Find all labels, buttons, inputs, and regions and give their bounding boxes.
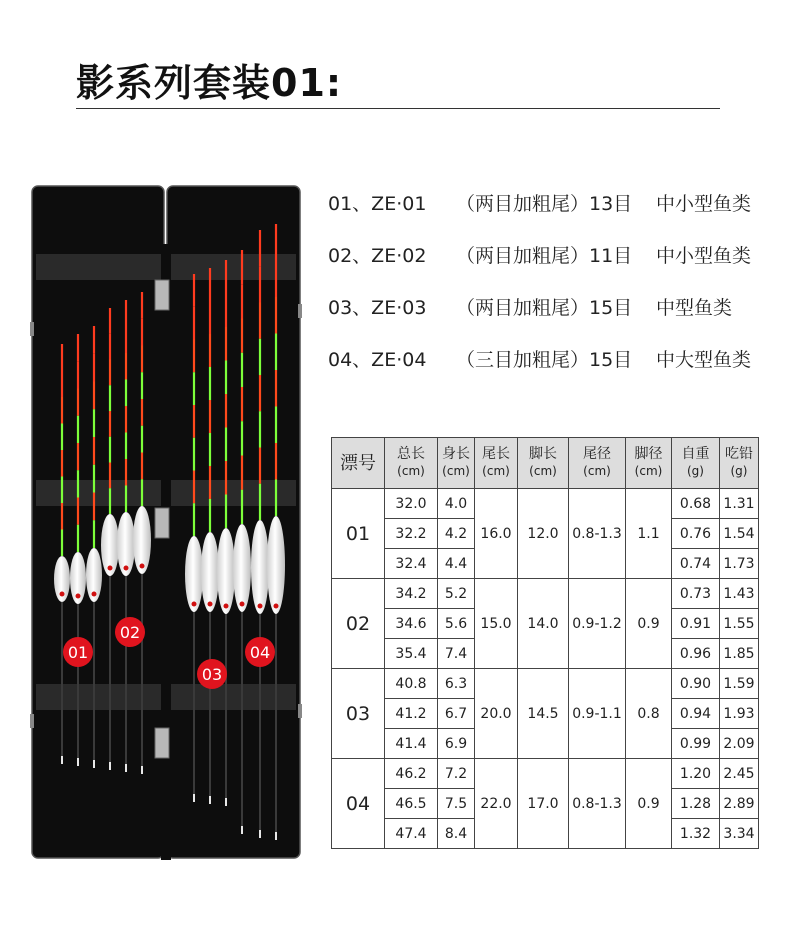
cell-total: 32.2	[385, 519, 438, 549]
cell-total: 32.4	[385, 549, 438, 579]
header-body-length: 身长 (cm)	[438, 438, 475, 489]
cell-lead: 1.43	[720, 579, 759, 609]
cell-weight: 0.90	[672, 669, 720, 699]
cell-total: 40.8	[385, 669, 438, 699]
cell-body: 8.4	[438, 819, 475, 849]
cell-weight: 1.28	[672, 789, 720, 819]
header-foot-length: 脚长 (cm)	[518, 438, 569, 489]
spec-fish: 中型鱼类	[656, 296, 733, 319]
float-mark	[224, 604, 229, 609]
cell-body: 6.9	[438, 729, 475, 759]
float-mark	[76, 594, 81, 599]
cell-foot-diameter: 0.8	[626, 669, 672, 759]
float-body	[185, 536, 203, 612]
cell-lead: 2.09	[720, 729, 759, 759]
spec-code: 03、ZE·03	[328, 296, 427, 319]
cell-total: 47.4	[385, 819, 438, 849]
spec-fish: 中大型鱼类	[656, 348, 752, 371]
table-row	[332, 489, 759, 519]
spec-desc: （两目加粗尾）13目	[456, 192, 633, 215]
header-weight: 自重 (g)	[672, 438, 720, 489]
cell-lead: 2.89	[720, 789, 759, 819]
cell-lead: 3.34	[720, 819, 759, 849]
float-mark	[92, 592, 97, 597]
cell-body: 7.4	[438, 639, 475, 669]
cell-weight: 0.76	[672, 519, 720, 549]
spec-desc: （三目加粗尾）15目	[456, 348, 633, 371]
float-mark	[258, 604, 263, 609]
table-row	[332, 759, 759, 789]
cell-weight: 0.96	[672, 639, 720, 669]
header-float-no: 漂号	[332, 438, 385, 489]
header-lead: 吃铅 (g)	[720, 438, 759, 489]
float-mark	[240, 602, 245, 607]
cell-float-no: 01	[332, 489, 385, 579]
cell-float-no: 03	[332, 669, 385, 759]
spec-desc: （两目加粗尾）15目	[456, 296, 633, 319]
title-divider	[76, 108, 720, 109]
cell-tail-length: 22.0	[475, 759, 518, 849]
table-row	[332, 579, 759, 609]
table-header-row	[332, 438, 759, 489]
hinge	[155, 280, 169, 310]
cell-body: 4.4	[438, 549, 475, 579]
cell-total: 41.2	[385, 699, 438, 729]
cell-tail-diameter: 0.9-1.1	[569, 669, 626, 759]
spec-desc: （两目加粗尾）11目	[456, 244, 633, 267]
svg-text:02: 02	[119, 623, 141, 642]
cell-lead: 1.59	[720, 669, 759, 699]
float-body	[251, 520, 269, 614]
cell-total: 41.4	[385, 729, 438, 759]
cell-body: 7.5	[438, 789, 475, 819]
float-body	[217, 528, 235, 614]
float-body	[233, 524, 251, 612]
spec-code: 01、ZE·01	[328, 192, 427, 215]
cell-weight: 0.99	[672, 729, 720, 759]
spec-code: 04、ZE·04	[328, 348, 427, 371]
spec-item	[328, 332, 778, 384]
cell-weight: 0.94	[672, 699, 720, 729]
cell-weight: 0.91	[672, 609, 720, 639]
cell-foot-length: 14.0	[518, 579, 569, 669]
spec-item	[328, 228, 778, 280]
cell-body: 6.7	[438, 699, 475, 729]
svg-text:01: 01	[67, 643, 89, 662]
cell-tail-diameter: 0.9-1.2	[569, 579, 626, 669]
cell-body: 6.3	[438, 669, 475, 699]
float-body	[201, 532, 219, 612]
cell-lead: 1.54	[720, 519, 759, 549]
float-body	[267, 516, 285, 614]
header-tail-length: 尾长 (cm)	[475, 438, 518, 489]
spec-table	[331, 437, 759, 849]
header-tail-diameter: 尾径 (cm)	[569, 438, 626, 489]
cell-foot-length: 14.5	[518, 669, 569, 759]
cell-tail-diameter: 0.8-1.3	[569, 489, 626, 579]
cell-foot-diameter: 1.1	[626, 489, 672, 579]
float-label-04	[245, 637, 275, 667]
cell-lead: 1.93	[720, 699, 759, 729]
cell-body: 5.2	[438, 579, 475, 609]
cell-float-no: 04	[332, 759, 385, 849]
float-label-02	[115, 617, 145, 647]
spec-item	[328, 280, 778, 332]
svg-text:04: 04	[249, 643, 271, 662]
cell-body: 4.0	[438, 489, 475, 519]
cell-body: 5.6	[438, 609, 475, 639]
spec-item	[328, 176, 778, 228]
cell-foot-diameter: 0.9	[626, 579, 672, 669]
cell-total: 35.4	[385, 639, 438, 669]
cell-total: 32.0	[385, 489, 438, 519]
header-foot-diameter: 脚径 (cm)	[626, 438, 672, 489]
cell-float-no: 02	[332, 579, 385, 669]
float-mark	[140, 564, 145, 569]
cell-tail-diameter: 0.8-1.3	[569, 759, 626, 849]
cell-weight: 1.20	[672, 759, 720, 789]
spec-fish: 中小型鱼类	[656, 244, 752, 267]
cell-total: 34.6	[385, 609, 438, 639]
cell-body: 7.2	[438, 759, 475, 789]
cell-total: 34.2	[385, 579, 438, 609]
spec-code: 02、ZE·02	[328, 244, 427, 267]
float-mark	[124, 566, 129, 571]
table-row	[332, 669, 759, 699]
hinge	[155, 728, 169, 758]
cell-tail-length: 15.0	[475, 579, 518, 669]
cell-weight: 0.73	[672, 579, 720, 609]
float-mark	[60, 592, 65, 597]
cell-lead: 1.73	[720, 549, 759, 579]
cell-body: 4.2	[438, 519, 475, 549]
cell-tail-length: 20.0	[475, 669, 518, 759]
spec-fish: 中小型鱼类	[656, 192, 752, 215]
float-label-03	[197, 659, 227, 689]
float-label-01	[63, 637, 93, 667]
cell-foot-length: 17.0	[518, 759, 569, 849]
cell-lead: 2.45	[720, 759, 759, 789]
float-case-image	[30, 184, 302, 860]
float-mark	[192, 602, 197, 607]
cell-weight: 1.32	[672, 819, 720, 849]
cell-total: 46.2	[385, 759, 438, 789]
cell-lead: 1.85	[720, 639, 759, 669]
float-mark	[108, 566, 113, 571]
cell-foot-diameter: 0.9	[626, 759, 672, 849]
cell-total: 46.5	[385, 789, 438, 819]
cell-tail-length: 16.0	[475, 489, 518, 579]
cell-weight: 0.74	[672, 549, 720, 579]
page-title: 影系列套装01:	[76, 61, 343, 105]
cell-lead: 1.31	[720, 489, 759, 519]
header-total-length: 总长 (cm)	[385, 438, 438, 489]
cell-weight: 0.68	[672, 489, 720, 519]
float-mark	[274, 604, 279, 609]
float-mark	[208, 602, 213, 607]
svg-text:03: 03	[201, 665, 223, 684]
cell-lead: 1.55	[720, 609, 759, 639]
hinge	[155, 508, 169, 538]
cell-foot-length: 12.0	[518, 489, 569, 579]
spec-list	[328, 176, 778, 384]
